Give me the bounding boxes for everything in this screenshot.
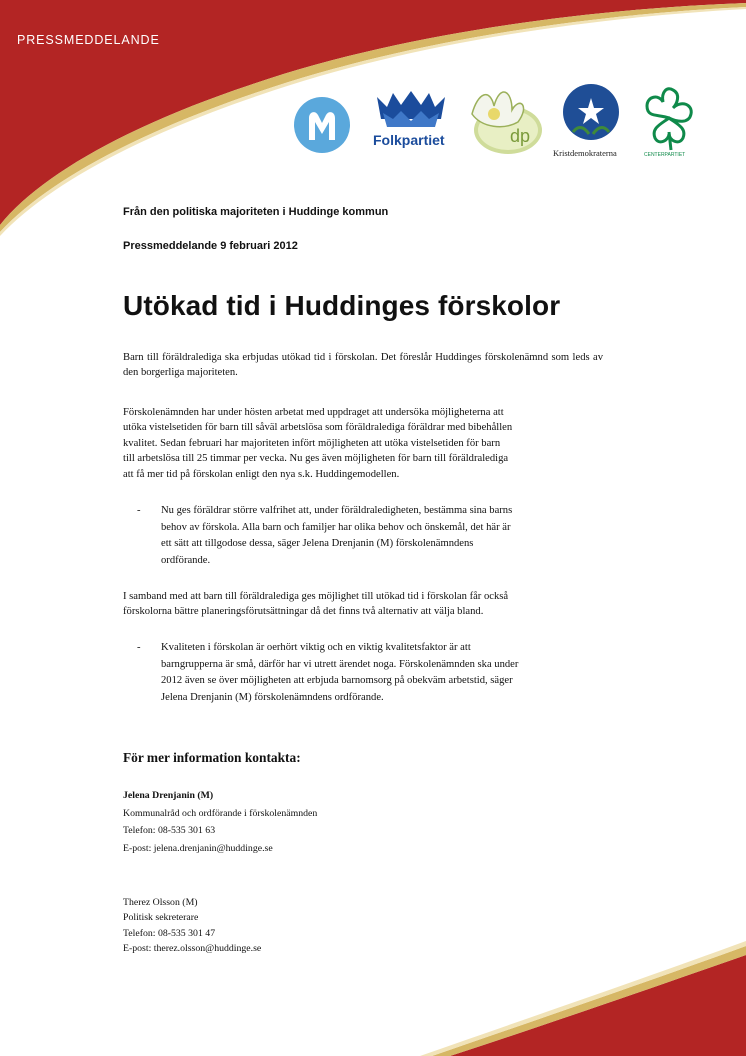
- quote-line: Jelena Drenjanin (M) förskolenämndens ordförande.: [161, 691, 384, 703]
- contact-heading: För mer information kontakta:: [123, 750, 301, 765]
- page-title: Utökad tid i Huddinges förskolor: [123, 290, 561, 321]
- body-paragraph: [123, 589, 603, 620]
- huddingepartiet-logo-text: dp: [510, 126, 531, 146]
- quote-line: 2012 även se över möjligheten att erbjuda barnomsorg på obekväm arbetstid, säger: [161, 675, 513, 687]
- quote-line: ordförande.: [161, 554, 211, 566]
- contact-card: [123, 787, 317, 857]
- paragraph-line: till arbetslösa till 25 timmar per vecka. Nu ges även möjligheten för barn till föräldralediga: [123, 453, 509, 465]
- paragraph-line: kvalitet. Sedan februari har majoriteten infört möjligheten att utöka vistelsetiden för barn: [123, 437, 501, 449]
- quote-text: [161, 640, 607, 706]
- paragraph-line: I samband med att barn till föräldralediga ges möjlighet till utökad tid i förskolan får också: [123, 591, 509, 602]
- paragraph-line: utöka vistelsetiden för barn till såväl arbetslösa som föräldralediga föräldrar med bibehållen: [123, 422, 513, 434]
- folkpartiet-logo-text: Folkpartiet: [373, 132, 445, 148]
- intro-paragraph: Barn till föräldralediga ska erbjudas utökad tid i förskolan. Det föreslår Huddinges förskolenämnd som leds av den borgerliga majoriteten.: [123, 352, 603, 379]
- quote-line: ett sätt att tillgodose dessa, säger Jelena Drenjanin (M) förskolenämndens: [161, 538, 474, 550]
- folkpartiet-logo-icon: [373, 89, 449, 151]
- document-type-label: PRESSMEDDELANDE: [17, 33, 160, 47]
- contact-role: Politisk sekreterare: [123, 912, 199, 924]
- contact-email: E-post: therez.olsson@huddinge.se: [123, 943, 262, 955]
- body-paragraph: [123, 405, 603, 482]
- sender-line: Från den politiska majoriteten i Huddinge kommun: [123, 206, 389, 218]
- huddingepartiet-logo-icon: [460, 84, 544, 156]
- paragraph-line: Förskolenämnden har under hösten arbetat med uppdraget att undersöka möjligheterna att: [123, 407, 504, 418]
- quote-line: Kvaliteten i förskolan är oerhört viktig och en viktig kvalitetsfaktor är att: [161, 642, 471, 653]
- centerpartiet-logo-icon: [639, 84, 699, 158]
- moderaterna-logo-icon: [293, 96, 351, 154]
- contact-name: Jelena Drenjanin (M): [123, 790, 214, 801]
- kristdemokraterna-logo-icon: [553, 84, 629, 158]
- paragraph-line: förskolorna bättre planeringsförutsättningar då det finns två alternativ att välja bland.: [123, 606, 484, 618]
- contact-email: E-post: jelena.drenjanin@huddinge.se: [123, 842, 273, 854]
- party-logos: [293, 84, 713, 164]
- kristdemokraterna-logo-text: Kristdemokraterna: [553, 148, 617, 158]
- contact-name: Therez Olsson (M): [123, 897, 198, 908]
- contact-card: [123, 895, 261, 957]
- bullet-dash: -: [137, 505, 141, 516]
- quote-line: Nu ges föräldrar större valfrihet att, under föräldraledigheten, bestämma sina barns: [161, 505, 513, 516]
- paragraph-line: att få mer tid på förskolan enligt den nya s.k. Huddingemodellen.: [123, 468, 400, 480]
- contact-phone: Telefon: 08-535 301 47: [123, 927, 216, 939]
- quote-line: barngrupperna är små, därför har vi utrett ärendet noga. Förskolenämnden ska under: [161, 658, 519, 670]
- centerpartiet-logo-text: CENTERPARTIET: [644, 152, 686, 158]
- date-line: Pressmeddelande 9 februari 2012: [123, 240, 298, 252]
- contact-role: Kommunalråd och ordförande i förskolenämnden: [123, 807, 318, 819]
- contact-phone: Telefon: 08-535 301 63: [123, 825, 216, 836]
- bullet-dash: -: [137, 642, 141, 653]
- quote-text: [161, 503, 607, 569]
- quote-line: behov av förskola. Alla barn och familjer har olika behov och önskemål, det här är: [161, 521, 511, 533]
